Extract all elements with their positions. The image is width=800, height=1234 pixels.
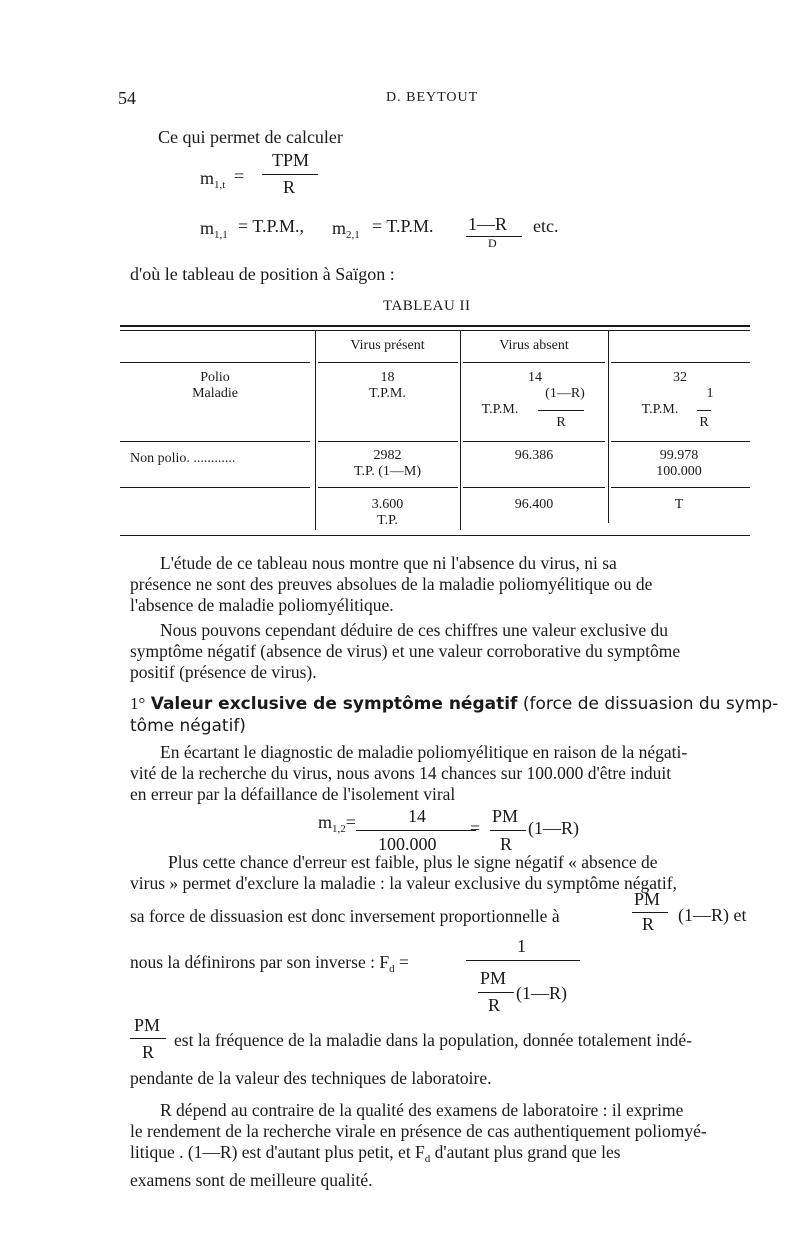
section-heading-cont: tôme négatif) [130, 716, 246, 736]
fd-den-tail: (1—R) [516, 983, 567, 1003]
row3-c2: 96.400 [514, 497, 554, 512]
row3-c1-top: 3.600 [371, 497, 404, 512]
table-row-rule-1a [120, 441, 310, 442]
section-heading: 1° Valeur exclusive de symptôme négatif (force de dissuasion du symp- [130, 694, 779, 714]
row1-c2-top: 14 [528, 370, 542, 385]
p4-frac-den: R [642, 914, 655, 934]
row1-c3-prefix: T.P.M. [641, 402, 679, 417]
formula3-lhs: $m_{1,2}=$ [318, 812, 356, 835]
table-bottom-rule [120, 535, 750, 536]
formula2-a-rest: = T.P.M., [238, 216, 305, 236]
paragraph-1: L'étude de ce tableau nous montre que ni l'absence du virus, ni sa présence ne sont des preuves absolues de la maladie poliomyélitique ou de l'absence de maladie poliomyélitique. [130, 553, 653, 615]
fd-den-num: PM [480, 968, 507, 988]
paragraph-3: En écartant le diagnostic de maladie poliomyélitique en raison de la négati- vité de la recherche du virus, nous avons 14 chances sur 100.000 d'être induit en erreur par la défaillance de l'isolement viral [130, 742, 688, 804]
formula1-denominator: R [283, 177, 296, 197]
paragraph-5-line1: est la fréquence de la maladie dans la population, donnée totalement indé- [174, 1030, 692, 1050]
formula2-b: $m_{2,1}$ [332, 218, 360, 241]
row1-c2-den: R [556, 415, 566, 430]
table-top-rule [120, 325, 750, 327]
paragraph-4-line4: nous la définirons par son inverse : $F_d$ = [130, 952, 409, 975]
formula2-a: $m_{1,1}$ [200, 218, 228, 241]
formula1-numerator: TPM [272, 150, 310, 170]
row1-label-2: Maladie [192, 386, 238, 401]
intro-line: Ce qui permet de calculer [158, 127, 343, 147]
p4-frac-num: PM [634, 889, 661, 909]
formula2-b-rest: = T.P.M. [372, 216, 434, 236]
row2-c3-bottom: 100.000 [656, 464, 702, 479]
p5-frac-bar [130, 1038, 166, 1039]
paragraph-4-line3: sa force de dissuasion est donc inversement proportionnelle à [130, 906, 560, 926]
paragraph-6: R dépend au contraire de la qualité des examens de laboratoire : il exprime le rendement de la recherche virale en présence de cas authentiquement poliomyé- litique . (1—R) est d'autant plus petit, et $F_d$ d'autant plus grand que les examens sont de meilleure qualité. [130, 1100, 707, 1190]
row1-c2-num: (1—R) [545, 386, 585, 401]
p5-frac-den: R [142, 1042, 155, 1062]
formula2-etc: etc. [533, 216, 559, 236]
row1-c3-bar [697, 410, 711, 411]
p4-tail: (1—R) et [678, 905, 747, 925]
table-row-rule-2b [318, 487, 458, 488]
row2-c3-top: 99.978 [659, 448, 699, 463]
header-virus-present: Virus présent [350, 338, 425, 353]
formula1-bar [262, 174, 318, 175]
formula2-denominator: D [488, 236, 497, 250]
fd-num: 1 [517, 936, 526, 956]
page-number: 54 [118, 88, 136, 108]
row1-c2-prefix: T.P.M. [481, 402, 519, 417]
table-row-rule-2c [463, 487, 605, 488]
header-virus-absent: Virus absent [499, 338, 569, 353]
intro-table-lead: d'où le tableau de position à Saïgon : [130, 264, 395, 284]
row1-c1-top: 18 [380, 370, 395, 385]
row1-label-1: Polio [200, 370, 230, 385]
formula3-eq2: = [470, 818, 481, 838]
row3-c3: T [674, 497, 684, 512]
formula3-num2: PM [492, 806, 519, 826]
formula3-den: 100.000 [378, 834, 437, 854]
fd-den-bar [478, 992, 514, 993]
table-header-rule-a [120, 362, 310, 363]
formula1-lhs: $m_{1,t}$ [200, 168, 226, 191]
formula3-bar [356, 830, 476, 831]
paragraph-4: Plus cette chance d'erreur est faible, plus le signe négatif « absence de virus » permet d'exclure la maladie : la valeur exclusive du symptôme négatif, [130, 852, 677, 893]
table-row-rule-1c [463, 441, 605, 442]
formula1-eq: = [234, 166, 245, 186]
table-title: TABLEAU II [383, 298, 471, 314]
table-row-rule-1d [611, 441, 750, 442]
fd-den-den: R [488, 995, 501, 1015]
fd-bar [466, 960, 580, 961]
table-row-rule-2d [611, 487, 750, 488]
running-author: D. BEYTOUT [386, 90, 479, 105]
formula3-den2: R [500, 834, 513, 854]
formula3-tail: (1—R) [528, 818, 579, 838]
row2-c2: 96.386 [514, 448, 554, 463]
formula3-bar2 [490, 830, 526, 831]
table-top-rule-2 [120, 330, 750, 331]
paragraph-2: Nous pouvons cependant déduire de ces chiffres une valeur exclusive du symptôme négatif (absence de virus) et une valeur corroborative du symptôme positif (présence de virus). [130, 620, 681, 682]
row2-c1-top: 2982 [373, 448, 402, 463]
table-header-rule-b [318, 362, 458, 363]
row1-c3-den: R [699, 415, 709, 430]
row2-label: Non polio. ............ [130, 451, 236, 466]
row3-c1-bottom: T.P. [377, 513, 398, 528]
p5-frac-num: PM [134, 1015, 161, 1035]
table-header-rule-d [611, 362, 750, 363]
table-row-rule-1b [318, 441, 458, 442]
row1-c3-top: 32 [673, 370, 687, 385]
table-vline-3 [608, 331, 609, 523]
row2-c1-bottom: T.P. (1—M) [353, 464, 422, 479]
table-header-rule-c [463, 362, 605, 363]
p4-frac-bar [632, 912, 668, 913]
paragraph-5-line2: pendante de la valeur des techniques de laboratoire. [130, 1068, 492, 1088]
row1-c1-bottom: T.P.M. [369, 386, 406, 401]
formula3-num: 14 [408, 806, 426, 826]
table-row-rule-2a [120, 487, 310, 488]
formula2-numerator: 1—R [468, 214, 508, 234]
row1-c3-num: 1 [706, 386, 714, 401]
row1-c2-bar [538, 410, 584, 411]
